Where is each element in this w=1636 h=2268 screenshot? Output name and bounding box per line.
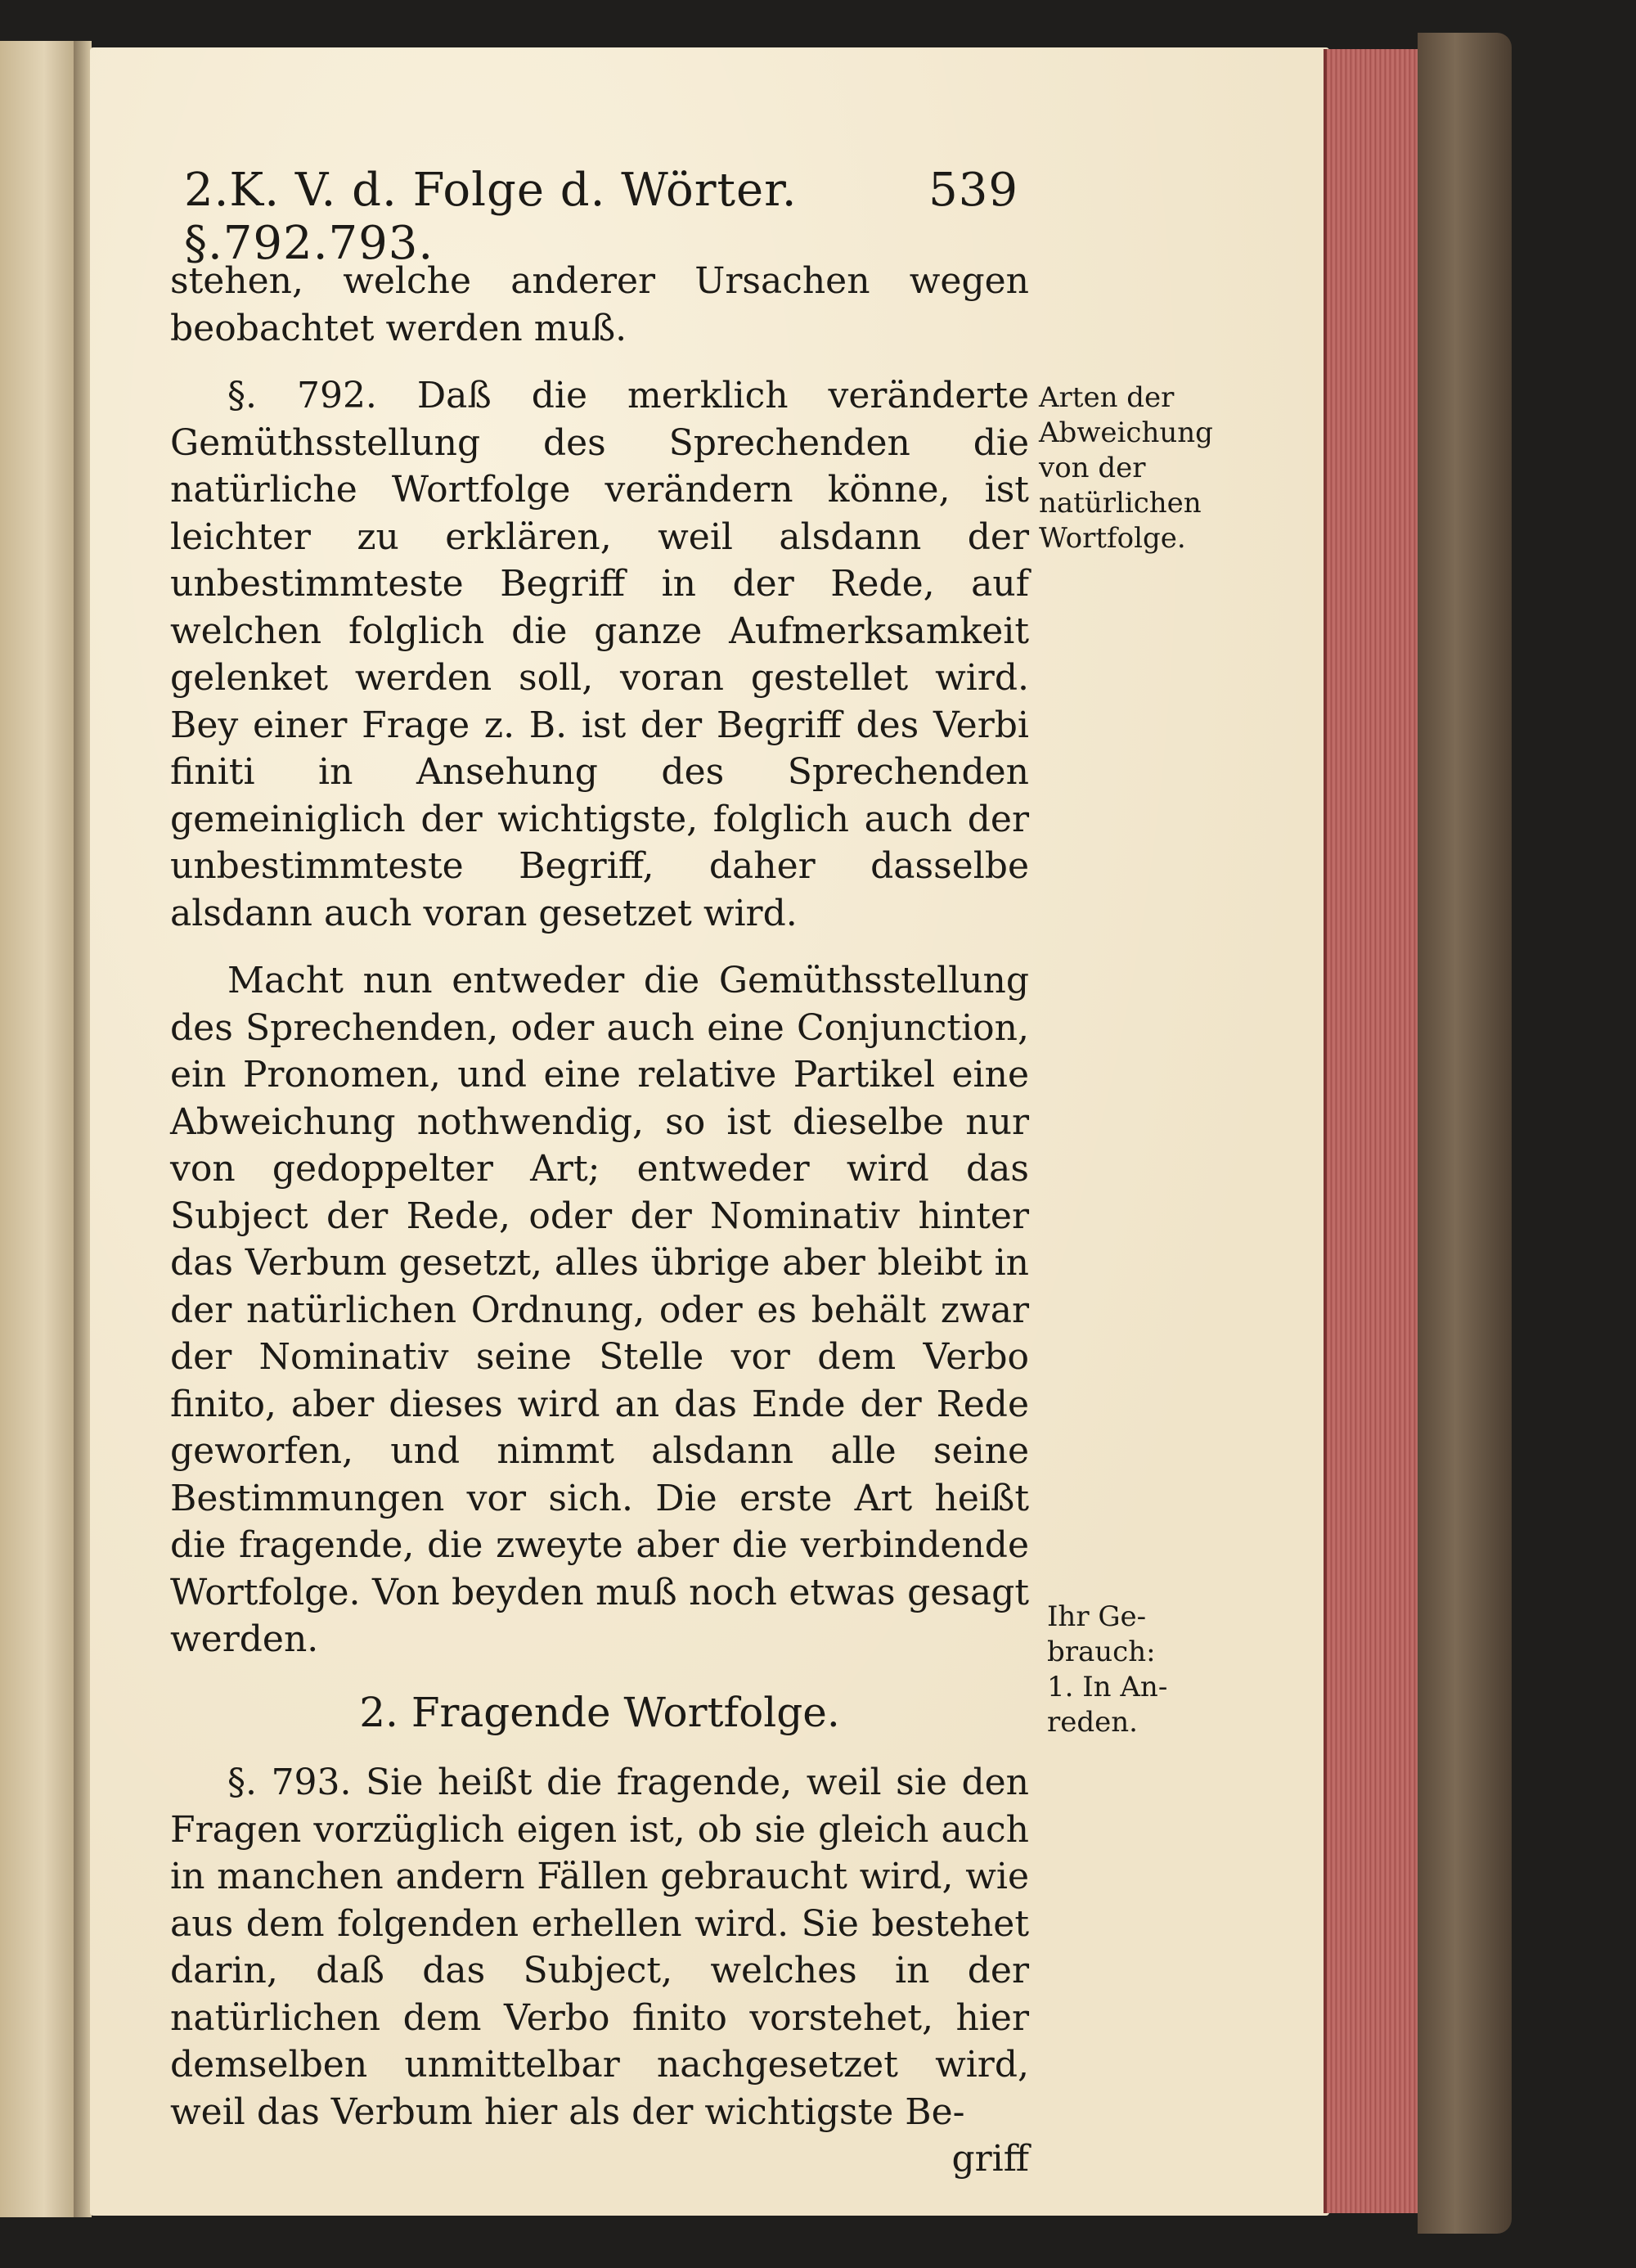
book-gutter [74,41,92,2217]
margin-note-line: natürlichen [1039,487,1202,520]
margin-note-line: von der [1039,452,1146,484]
paragraph-abweichung: Macht nun entweder die Gemüthsstellung des Sprechenden, oder auch eine Conjunction, ein Pronomen, und eine relative Partikel eine Abweichung nothwendig, so ist dieselbe nur von gedoppelter Art; entweder wird das Subject der Rede, oder der Nominativ hinter das Verbum gesetzt, alles übrige aber bleibt in der natürlichen Ordnung, oder es behält zwar der Nominativ seine Stelle vor dem Verbo finito, aber dieses wird an das Ende der Rede geworfen, und nimmt alsdann alle seine Bestimmungen vor sich. Die erste Art heißt die fragende, die zweyte aber die verbindende Wortfolge. Von beyden muß noch etwas gesagt werden. [170,960,1029,1660]
margin-note-line: Ihr Ge- [1047,1600,1147,1633]
margin-note-line: Arten der [1039,381,1175,414]
facing-page-edge [0,41,76,2217]
paragraph-792: §. 792. Daß die merklich veränderte Gemüthsstellung des Sprechenden die natürliche Wortfolge verändern könne, ist leichter zu erklären, weil alsdann der unbestimmteste Begriff in der Rede, auf welchen folglich die ganze Aufmerksamkeit gelenket werden soll, voran gestellet wird. Bey einer Frage z. B. ist der Begriff des Verbi finiti in Ansehung des Sprechenden gemeiniglich der wichtigste, folglich auch der unbestimmteste Begriff, daher dasselbe alsdann auch voran gesetzet wird. [170,375,1029,934]
book-cover [1418,33,1512,2234]
paragraph-793: §. 793. Sie heißt die fragende, weil sie den Fragen vorzüglich eigen ist, ob sie gleich auch in manchen andern Fällen gebraucht wird, wie aus dem folgenden erhellen wird. Sie bestehet darin, daß das Subject, welches in der natürlichen dem Verbo finito vorstehet, hier demselben unmittelbar nachgesetzet wird, weil das Verbum hier als der wichtigste Be- [170,1762,1029,2133]
margin-note-line: Wortfolge. [1039,522,1186,555]
margin-note-arten [1039,380,1213,556]
paragraph-continuation: stehen, welche anderer Ursachen wegen beobachtet werden muß. [170,260,1029,349]
margin-note-line: Abweichung [1039,416,1213,449]
running-title: 2.K. V. d. Folge d. Wörter. §.792.793. [184,164,798,270]
running-header [184,164,1018,270]
page-edges-red [1324,49,1421,2213]
page-number: 539 [928,164,1018,217]
catchword: griff [951,2138,1029,2180]
page-body [170,258,1029,2183]
section-title: 2. Fragende Wortfolge. [359,1688,840,1736]
margin-note-line: 1. In An- [1047,1671,1168,1703]
margin-note-line: brauch: [1047,1636,1156,1668]
margin-note-line: reden. [1047,1706,1138,1739]
margin-note-gebrauch [1047,1600,1167,1740]
